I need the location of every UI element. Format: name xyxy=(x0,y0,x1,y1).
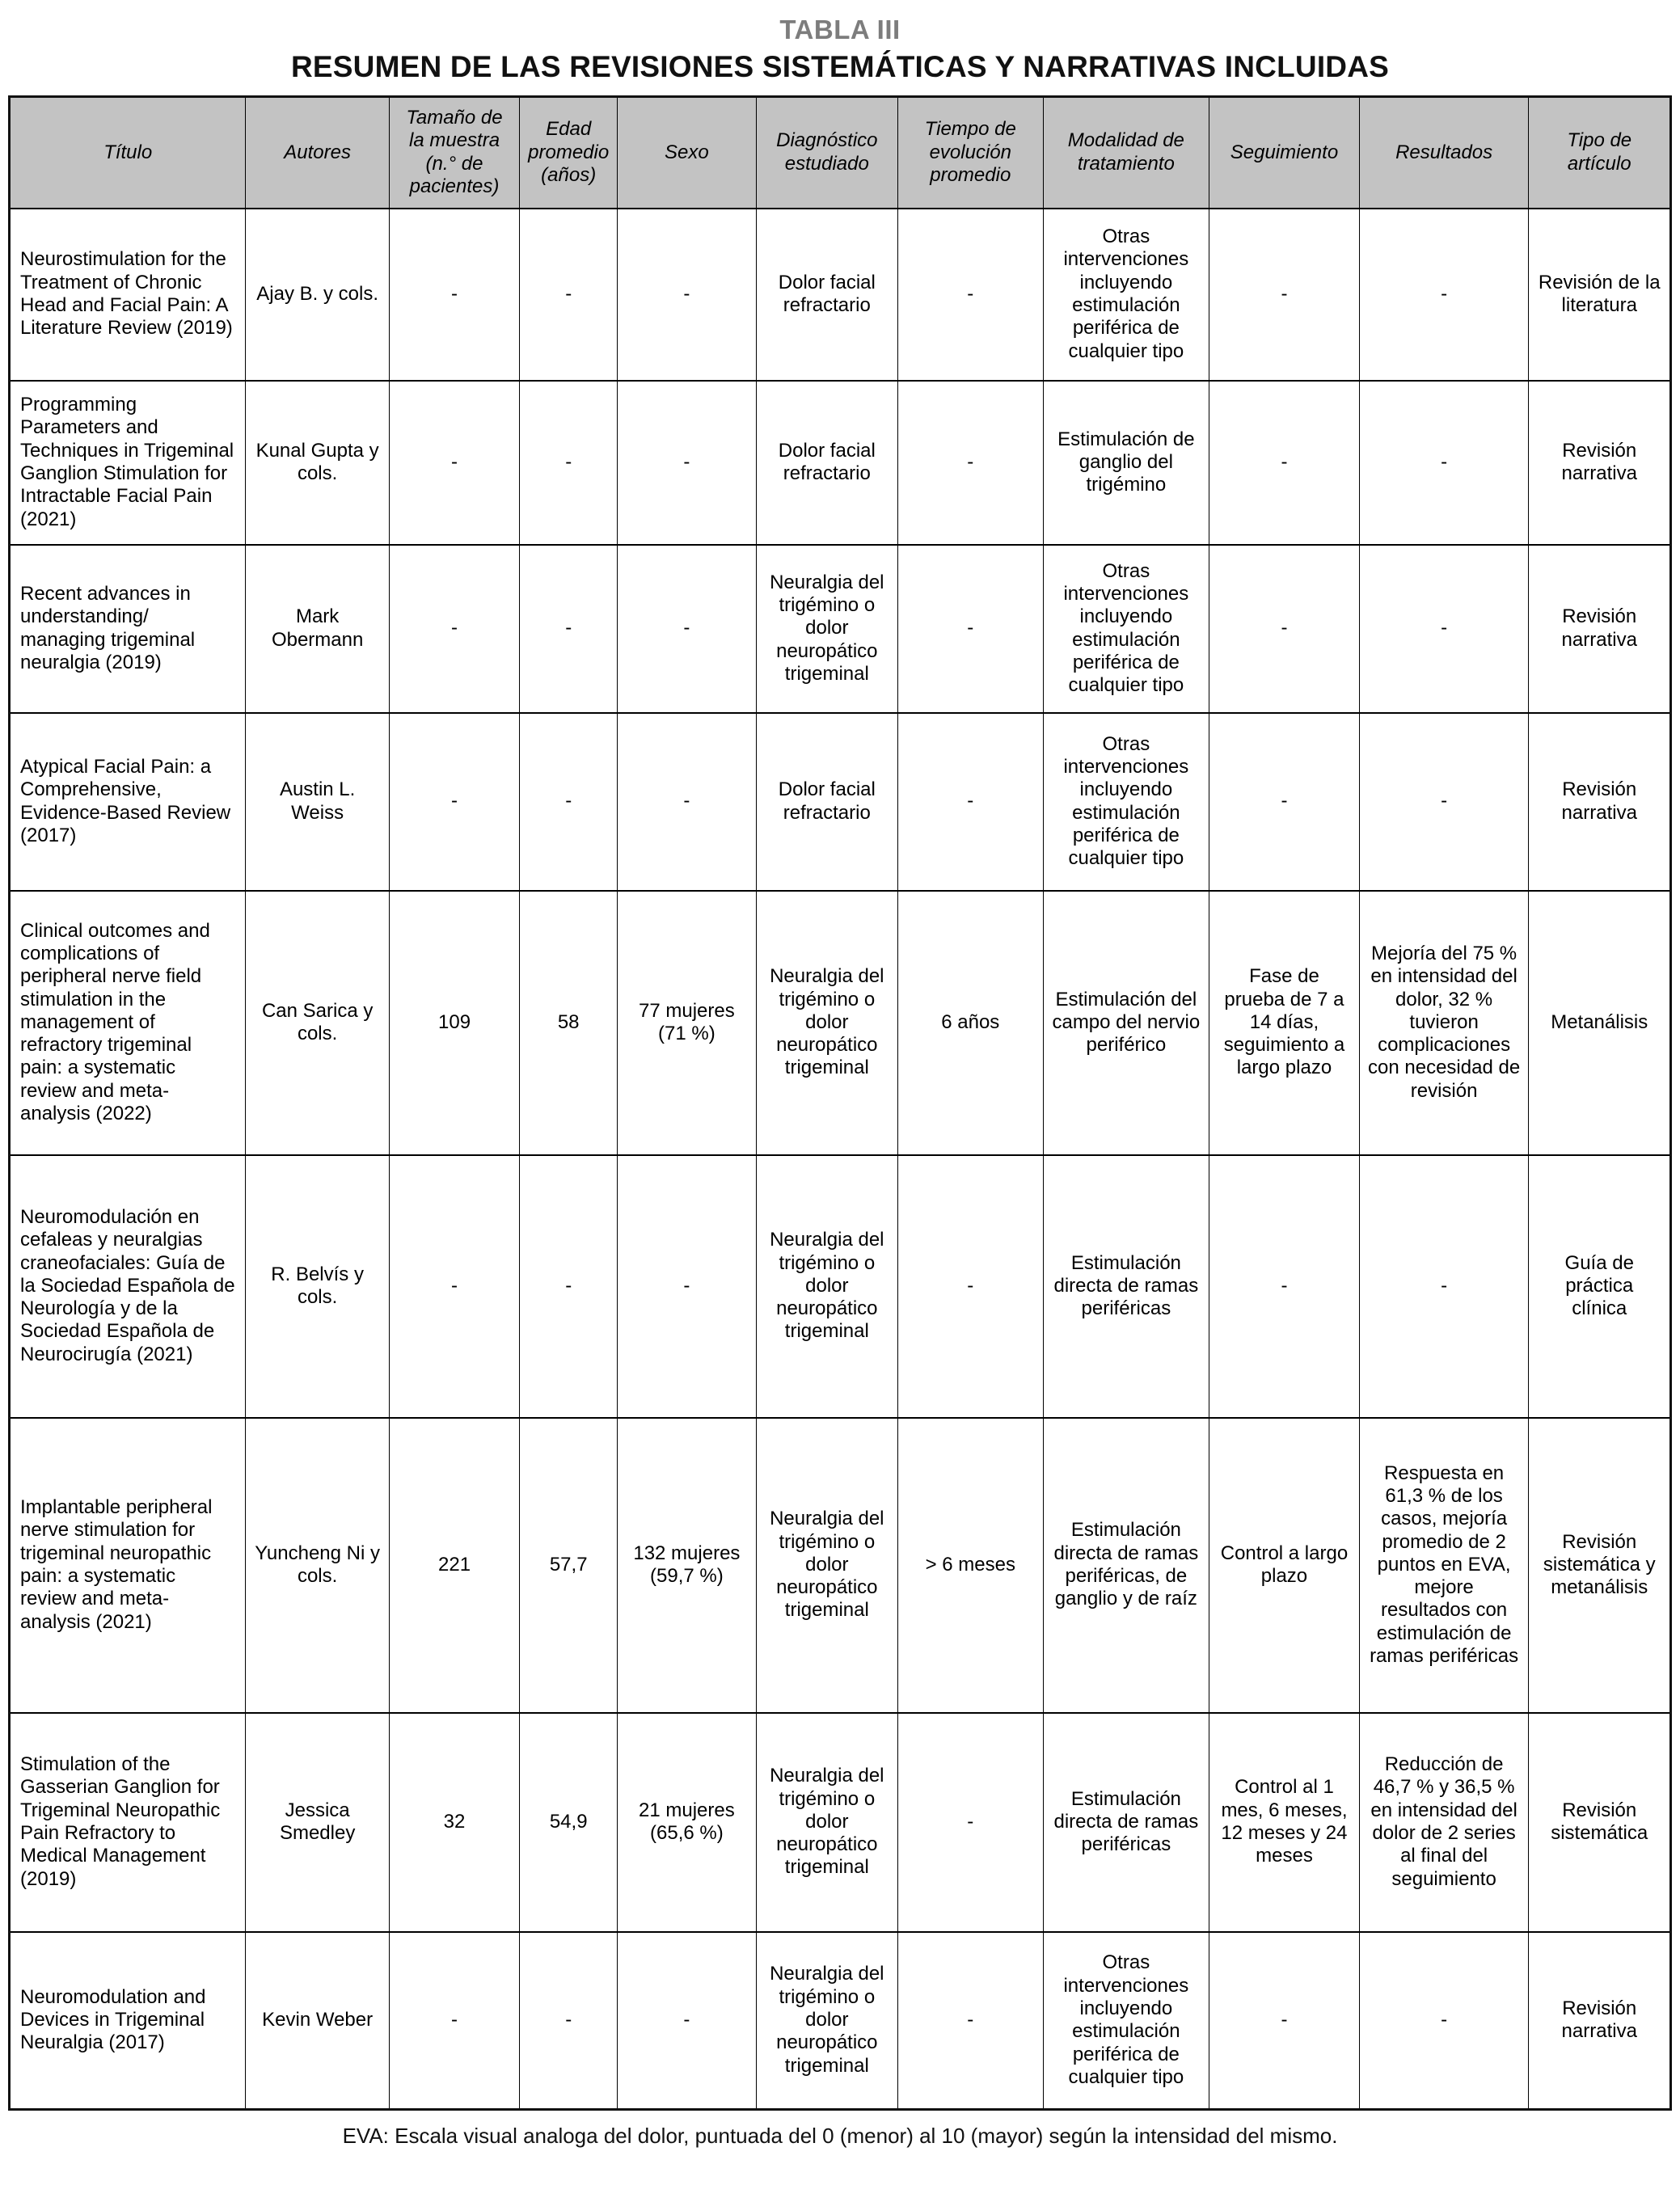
cell-edad-promedio: 54,9 xyxy=(520,1713,618,1932)
cell-titulo: Programming Parameters and Techniques in Trigeminal Ganglion Stimulation for Intractable Facial Pain (2021) xyxy=(10,381,246,545)
column-header-autores: Autores xyxy=(246,97,389,209)
cell-modalidad: Estimulación directa de ramas periféricas xyxy=(1043,1713,1209,1932)
cell-diagnostico: Neuralgia del trigémino o dolor neuropático trigeminal xyxy=(756,545,897,713)
cell-edad-promedio: - xyxy=(520,545,618,713)
cell-resultados: Reducción de 46,7 % y 36,5 % en intensidad del dolor de 2 series al final del seguimiento xyxy=(1359,1713,1529,1932)
cell-titulo: Recent advances in understanding/ managing trigeminal neuralgia (2019) xyxy=(10,545,246,713)
cell-resultados: Mejoría del 75 % en intensidad del dolor, 32 % tuvieron complicaciones con necesidad de revisión xyxy=(1359,891,1529,1155)
cell-edad-promedio: - xyxy=(520,381,618,545)
cell-tiempo-evolucion: 6 años xyxy=(898,891,1043,1155)
cell-autores: Kevin Weber xyxy=(246,1932,389,2110)
cell-diagnostico: Dolor facial refractario xyxy=(756,713,897,891)
title-block xyxy=(8,15,1672,84)
column-header-modalidad: Modalidad de tratamiento xyxy=(1043,97,1209,209)
cell-diagnostico: Neuralgia del trigémino o dolor neuropático trigeminal xyxy=(756,1932,897,2110)
cell-sexo: - xyxy=(618,1155,756,1418)
cell-titulo: Atypical Facial Pain: a Comprehensive, Evidence-Based Review (2017) xyxy=(10,713,246,891)
table-row xyxy=(10,381,1671,545)
column-header-titulo: Título xyxy=(10,97,246,209)
cell-modalidad: Otras intervenciones incluyendo estimulación periférica de cualquier tipo xyxy=(1043,1932,1209,2110)
cell-resultados: - xyxy=(1359,209,1529,381)
cell-sexo: - xyxy=(618,545,756,713)
table-row xyxy=(10,713,1671,891)
cell-tiempo-evolucion: - xyxy=(898,1155,1043,1418)
cell-modalidad: Estimulación del campo del nervio periférico xyxy=(1043,891,1209,1155)
cell-resultados: - xyxy=(1359,1932,1529,2110)
cell-resultados: - xyxy=(1359,545,1529,713)
table-row xyxy=(10,1418,1671,1713)
cell-edad-promedio: 58 xyxy=(520,891,618,1155)
cell-seguimiento: - xyxy=(1209,1155,1360,1418)
cell-seguimiento: Fase de prueba de 7 a 14 días, seguimiento a largo plazo xyxy=(1209,891,1360,1155)
cell-titulo: Neuromodulación en cefaleas y neuralgias craneofaciales: Guía de la Sociedad Española de Neurología y de la Sociedad Española de Neurocirugía (2021) xyxy=(10,1155,246,1418)
cell-tipo-articulo: Revisión sistemática y metanálisis xyxy=(1529,1418,1671,1713)
cell-tamano-muestra: - xyxy=(389,713,519,891)
cell-sexo: - xyxy=(618,713,756,891)
cell-tiempo-evolucion: - xyxy=(898,713,1043,891)
cell-seguimiento: - xyxy=(1209,381,1360,545)
table-row xyxy=(10,1155,1671,1418)
cell-resultados: - xyxy=(1359,1155,1529,1418)
cell-tamano-muestra: 221 xyxy=(389,1418,519,1713)
cell-autores: Ajay B. y cols. xyxy=(246,209,389,381)
cell-sexo: - xyxy=(618,381,756,545)
cell-tiempo-evolucion: - xyxy=(898,381,1043,545)
header-row xyxy=(10,97,1671,209)
cell-edad-promedio: - xyxy=(520,713,618,891)
cell-tiempo-evolucion: - xyxy=(898,545,1043,713)
cell-tamano-muestra: 109 xyxy=(389,891,519,1155)
table-row xyxy=(10,891,1671,1155)
column-header-seguimiento: Seguimiento xyxy=(1209,97,1360,209)
table-number: TABLA III xyxy=(779,15,901,44)
cell-tamano-muestra: 32 xyxy=(389,1713,519,1932)
cell-tipo-articulo: Guía de práctica clínica xyxy=(1529,1155,1671,1418)
cell-sexo: - xyxy=(618,209,756,381)
cell-tipo-articulo: Revisión narrativa xyxy=(1529,1932,1671,2110)
cell-seguimiento: - xyxy=(1209,1932,1360,2110)
cell-seguimiento: - xyxy=(1209,209,1360,381)
cell-diagnostico: Neuralgia del trigémino o dolor neuropático trigeminal xyxy=(756,1418,897,1713)
cell-autores: Austin L. Weiss xyxy=(246,713,389,891)
cell-tiempo-evolucion: - xyxy=(898,1932,1043,2110)
cell-sexo: - xyxy=(618,1932,756,2110)
cell-tipo-articulo: Revisión narrativa xyxy=(1529,545,1671,713)
column-header-edad-promedio: Edad promedio (años) xyxy=(520,97,618,209)
reviews-summary-table xyxy=(8,95,1672,2111)
cell-edad-promedio: - xyxy=(520,209,618,381)
table-row xyxy=(10,209,1671,381)
footnote: EVA: Escala visual analoga del dolor, puntuada del 0 (menor) al 10 (mayor) según la intensidad del mismo. xyxy=(342,2124,1338,2148)
cell-resultados: - xyxy=(1359,713,1529,891)
cell-sexo: 132 mujeres (59,7 %) xyxy=(618,1418,756,1713)
cell-seguimiento: - xyxy=(1209,713,1360,891)
cell-seguimiento: Control a largo plazo xyxy=(1209,1418,1360,1713)
cell-modalidad: Estimulación de ganglio del trigémino xyxy=(1043,381,1209,545)
cell-sexo: 77 mujeres (71 %) xyxy=(618,891,756,1155)
cell-tipo-articulo: Revisión sistemática xyxy=(1529,1713,1671,1932)
cell-diagnostico: Neuralgia del trigémino o dolor neuropático trigeminal xyxy=(756,1155,897,1418)
cell-modalidad: Otras intervenciones incluyendo estimulación periférica de cualquier tipo xyxy=(1043,713,1209,891)
cell-autores: R. Belvís y cols. xyxy=(246,1155,389,1418)
cell-tiempo-evolucion: > 6 meses xyxy=(898,1418,1043,1713)
cell-tamano-muestra: - xyxy=(389,545,519,713)
cell-diagnostico: Neuralgia del trigémino o dolor neuropático trigeminal xyxy=(756,891,897,1155)
cell-diagnostico: Neuralgia del trigémino o dolor neuropático trigeminal xyxy=(756,1713,897,1932)
cell-resultados: - xyxy=(1359,381,1529,545)
cell-tipo-articulo: Revisión narrativa xyxy=(1529,713,1671,891)
table-title: RESUMEN DE LAS REVISIONES SISTEMÁTICAS Y NARRATIVAS INCLUIDAS xyxy=(290,50,1390,83)
cell-autores: Mark Obermann xyxy=(246,545,389,713)
cell-tiempo-evolucion: - xyxy=(898,209,1043,381)
cell-autores: Jessica Smedley xyxy=(246,1713,389,1932)
table-row xyxy=(10,1713,1671,1932)
column-header-resultados: Resultados xyxy=(1359,97,1529,209)
column-header-tiempo-evolucion: Tiempo de evolución promedio xyxy=(898,97,1043,209)
cell-titulo: Clinical outcomes and complications of peripheral nerve field stimulation in the management of refractory trigeminal pain: a systematic review and meta-analysis (2022) xyxy=(10,891,246,1155)
cell-autores: Can Sarica y cols. xyxy=(246,891,389,1155)
cell-seguimiento: - xyxy=(1209,545,1360,713)
column-header-tipo-articulo: Tipo de artículo xyxy=(1529,97,1671,209)
cell-edad-promedio: - xyxy=(520,1155,618,1418)
cell-edad-promedio: 57,7 xyxy=(520,1418,618,1713)
cell-tipo-articulo: Revisión narrativa xyxy=(1529,381,1671,545)
cell-autores: Kunal Gupta y cols. xyxy=(246,381,389,545)
cell-titulo: Implantable peripheral nerve stimulation for trigeminal neuropathic pain: a systematic review and meta-analysis (2021) xyxy=(10,1418,246,1713)
cell-modalidad: Estimulación directa de ramas periféricas xyxy=(1043,1155,1209,1418)
cell-tamano-muestra: - xyxy=(389,1155,519,1418)
column-header-sexo: Sexo xyxy=(618,97,756,209)
cell-tiempo-evolucion: - xyxy=(898,1713,1043,1932)
cell-resultados: Respuesta en 61,3 % de los casos, mejoría promedio de 2 puntos en EVA, mejore resultados con estimulación de ramas periféricas xyxy=(1359,1418,1529,1713)
cell-titulo: Neuromodulation and Devices in Trigeminal Neuralgia (2017) xyxy=(10,1932,246,2110)
cell-tamano-muestra: - xyxy=(389,209,519,381)
cell-tipo-articulo: Metanálisis xyxy=(1529,891,1671,1155)
cell-sexo: 21 mujeres (65,6 %) xyxy=(618,1713,756,1932)
column-header-diagnostico: Diagnóstico estudiado xyxy=(756,97,897,209)
cell-modalidad: Estimulación directa de ramas periféricas, de ganglio y de raíz xyxy=(1043,1418,1209,1713)
cell-titulo: Neurostimulation for the Treatment of Chronic Head and Facial Pain: A Literature Review (2019) xyxy=(10,209,246,381)
cell-modalidad: Otras intervenciones incluyendo estimulación periférica de cualquier tipo xyxy=(1043,209,1209,381)
cell-diagnostico: Dolor facial refractario xyxy=(756,209,897,381)
cell-titulo: Stimulation of the Gasserian Ganglion for Trigeminal Neuropathic Pain Refractory to Medical Management (2019) xyxy=(10,1713,246,1932)
table-row xyxy=(10,1932,1671,2110)
cell-tamano-muestra: - xyxy=(389,1932,519,2110)
column-header-tamano-muestra: Tamaño de la muestra (n.° de pacientes) xyxy=(389,97,519,209)
cell-seguimiento: Control al 1 mes, 6 meses, 12 meses y 24 meses xyxy=(1209,1713,1360,1932)
cell-tamano-muestra: - xyxy=(389,381,519,545)
cell-autores: Yuncheng Ni y cols. xyxy=(246,1418,389,1713)
cell-modalidad: Otras intervenciones incluyendo estimulación periférica de cualquier tipo xyxy=(1043,545,1209,713)
cell-edad-promedio: - xyxy=(520,1932,618,2110)
cell-tipo-articulo: Revisión de la literatura xyxy=(1529,209,1671,381)
table-row xyxy=(10,545,1671,713)
cell-diagnostico: Dolor facial refractario xyxy=(756,381,897,545)
